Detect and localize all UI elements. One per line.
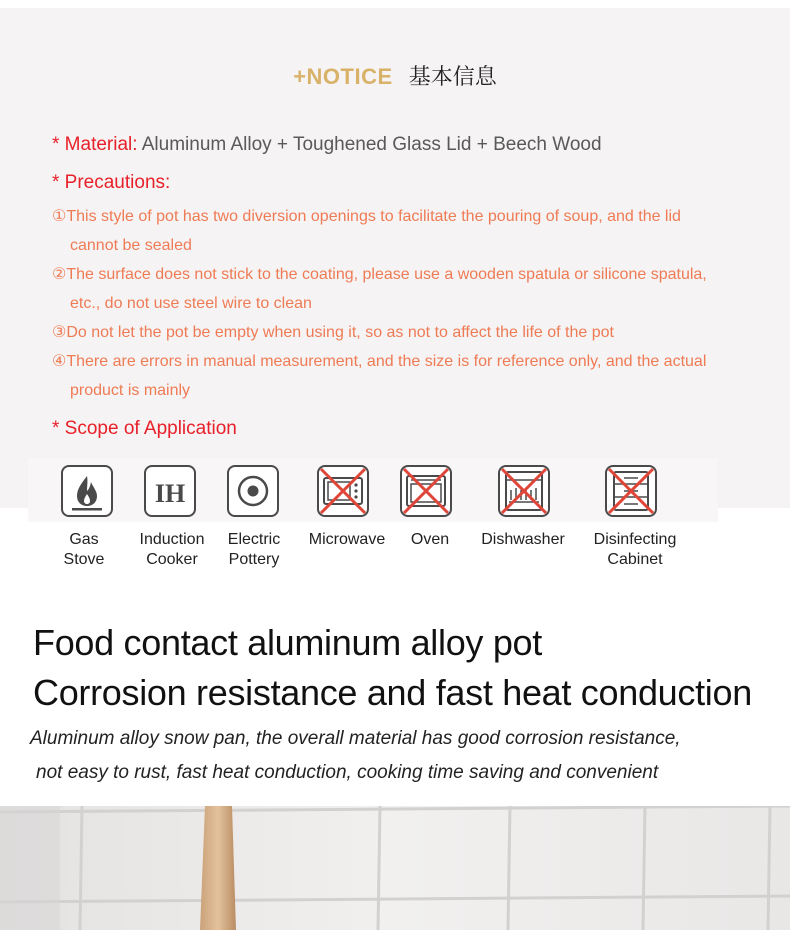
label-induction-line1: Induction <box>139 531 205 548</box>
kitchen-tile-photo <box>0 806 790 930</box>
label-microwave <box>300 530 394 550</box>
precaution-2-line1: ②The surface does not stick to the coating, please use a wooden spatula or silicone spatula, <box>52 266 707 283</box>
label-electric-pottery <box>218 530 290 570</box>
label-gas-line2: Stove <box>63 551 105 568</box>
microwave-crossed-icon <box>316 464 370 518</box>
dishwasher-crossed-icon <box>497 464 551 518</box>
label-disinfecting-cabinet <box>584 530 686 570</box>
label-electric-line2: Pottery <box>228 551 280 568</box>
label-microwave-line1: Microwave <box>308 531 386 548</box>
label-oven <box>400 530 460 550</box>
precautions-list <box>52 202 707 405</box>
notice-cn-title: 基本信息 <box>408 64 497 89</box>
gas-flame-icon <box>60 464 114 518</box>
label-gas-stove <box>52 530 116 570</box>
precaution-2-line2: etc., do not use steel wire to clean <box>70 295 312 312</box>
disinfecting-cabinet-crossed-icon <box>604 464 658 518</box>
scope-label: * Scope of Application <box>52 418 237 439</box>
label-disinfecting-line1: Disinfecting <box>593 531 677 548</box>
label-disinfecting-line2: Cabinet <box>607 551 663 568</box>
label-oven-line1: Oven <box>410 531 450 548</box>
material-line <box>52 134 602 156</box>
feature-desc-2: not easy to rust, fast heat conduction, cooking time saving and convenient <box>36 762 659 783</box>
label-gas-line1: Gas <box>69 531 99 548</box>
precautions-label: * Precautions: <box>52 172 171 193</box>
feature-heading-2: Corrosion resistance and fast heat conduction <box>33 672 752 713</box>
label-dishwasher <box>472 530 574 550</box>
electric-pottery-icon <box>226 464 280 518</box>
material-label: * Material: <box>52 134 138 155</box>
feature-heading-1: Food contact aluminum alloy pot <box>33 622 542 663</box>
label-induction-cooker <box>130 530 214 570</box>
feature-desc-1: Aluminum alloy snow pan, the overall material has good corrosion resistance, <box>30 728 681 749</box>
notice-brand: +NOTICE <box>293 64 393 89</box>
precaution-1-line1: ①This style of pot has two diversion openings to facilitate the pouring of soup, and the lid <box>52 208 681 225</box>
label-electric-line1: Electric <box>227 531 281 548</box>
precaution-4-line2: product is mainly <box>70 382 191 399</box>
precaution-1-line2: cannot be sealed <box>70 237 192 254</box>
precaution-3-line1: ③Do not let the pot be empty when using it, so as not to affect the life of the pot <box>52 324 614 341</box>
notice-title <box>0 60 790 91</box>
label-induction-line2: Cooker <box>146 551 198 568</box>
material-value: Aluminum Alloy + Toughened Glass Lid + Beech Wood <box>137 134 602 155</box>
oven-crossed-icon <box>399 464 453 518</box>
svg-text:IH: IH <box>154 479 186 508</box>
precaution-4-line1: ④There are errors in manual measurement, and the size is for reference only, and the actual <box>52 353 707 370</box>
label-dishwasher-line1: Dishwasher <box>481 531 565 548</box>
ih-icon <box>143 464 197 518</box>
